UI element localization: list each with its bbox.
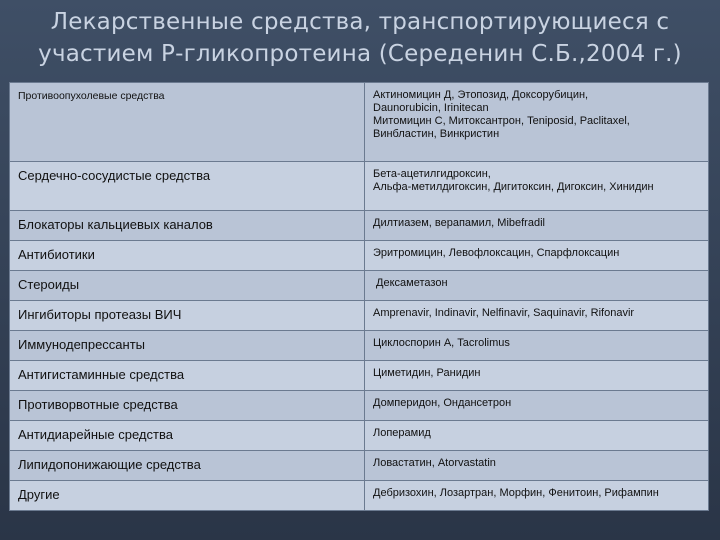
drug-class-cell — [10, 391, 365, 421]
drugs-line: Домперидон, Ондансетрон — [373, 397, 512, 409]
table-row — [10, 211, 709, 241]
slide-title-line-1: Лекарственные средства, транспортирующиеся с — [50, 9, 670, 35]
drugs-cell — [365, 391, 709, 421]
slide-title-line-2: участием Р-гликопротеина (Середенин С.Б.,2004 г.) — [38, 41, 682, 67]
slide-title — [0, 6, 720, 70]
drugs-line: Дилтиазем, верапамил, Mibefradil — [373, 217, 545, 229]
drugs-cell — [365, 271, 709, 301]
drug-class-cell — [10, 271, 365, 301]
drug-class-cell — [10, 481, 365, 511]
drugs-line: Amprenavir, Indinavir, Nelfinavir, Saquinavir, Rifonavir — [373, 307, 635, 319]
drug-class: Ингибиторы протеазы ВИЧ — [18, 307, 182, 322]
table-row — [10, 162, 709, 211]
drug-class-cell — [10, 162, 365, 211]
drugs-line: Актиномицин Д, Этопозид, Доксорубицин, — [373, 89, 589, 101]
drugs-line: Эритромицин, Левофлоксацин, Спарфлоксацин — [373, 247, 620, 259]
drugs-cell — [365, 241, 709, 271]
drugs-cell — [365, 162, 709, 211]
drugs-cell — [365, 421, 709, 451]
drug-class: Стероиды — [18, 277, 80, 292]
drugs-line: Циклоспорин А, Tacrolimus — [373, 337, 510, 349]
drug-class: Антидиарейные средства — [18, 427, 173, 442]
drugs-line: Дексаметазон — [373, 277, 448, 289]
table-row — [10, 361, 709, 391]
drug-class: Блокаторы кальциевых каналов — [18, 217, 213, 232]
table-row — [10, 481, 709, 511]
drugs-cell — [365, 301, 709, 331]
table-row — [10, 421, 709, 451]
table-row — [10, 301, 709, 331]
drug-class: Иммунодепрессанты — [18, 337, 146, 352]
drug-class-cell — [10, 451, 365, 481]
drugs-cell — [365, 451, 709, 481]
drugs-cell — [365, 83, 709, 162]
drugs-cell — [365, 211, 709, 241]
table-row — [10, 451, 709, 481]
drugs-line: Лоперамид — [373, 427, 431, 439]
table-row — [10, 241, 709, 271]
drug-class-cell — [10, 241, 365, 271]
drug-class-cell — [10, 421, 365, 451]
drug-class-cell — [10, 83, 365, 162]
drugs-cell — [365, 331, 709, 361]
drugs-line: Циметидин, Ранидин — [373, 367, 481, 379]
drug-table — [9, 82, 709, 511]
table-row — [10, 271, 709, 301]
drugs-line: Альфа-метилдигоксин, Дигитоксин, Дигоксин, Хинидин — [373, 181, 654, 193]
drugs-cell — [365, 481, 709, 511]
drug-class-cell — [10, 211, 365, 241]
drug-class: Противорвотные средства — [18, 397, 178, 412]
drugs-line: Митомицин С, Митоксантрон, Teniposid, Paclitaxel, — [373, 115, 630, 127]
drug-class-cell — [10, 331, 365, 361]
drug-class: Сердечно-сосудистые средства — [18, 168, 211, 183]
drugs-line: Daunorubicin, Irinitecan — [373, 102, 489, 114]
table-row — [10, 391, 709, 421]
drug-class: Антибиотики — [18, 247, 95, 262]
drug-class-cell — [10, 361, 365, 391]
drug-class: Липидопонижающие средства — [18, 457, 201, 472]
table-row — [10, 331, 709, 361]
drugs-cell — [365, 361, 709, 391]
drug-class: Другие — [18, 487, 60, 502]
table-row — [10, 83, 709, 162]
drugs-line: Дебризохин, Лозартран, Морфин, Фенитоин, Рифампин — [373, 487, 659, 499]
drugs-line: Ловастатин, Atorvastatin — [373, 457, 496, 469]
drugs-line: Винбластин, Винкристин — [373, 128, 500, 140]
drug-class: Антигистаминные средства — [18, 367, 185, 382]
drugs-line: Бета-ацетилгидроксин, — [373, 168, 491, 180]
drug-class: Противоопухолевые средства — [18, 90, 165, 102]
drug-class-cell — [10, 301, 365, 331]
